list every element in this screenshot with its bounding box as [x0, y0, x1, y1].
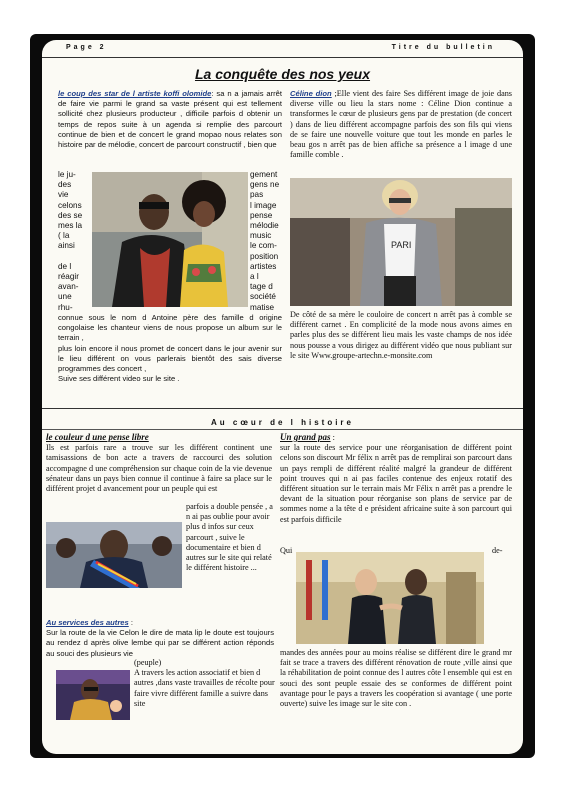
couleur-article-lead: le couleur d une pense libre: [46, 432, 149, 442]
grand-pas-end: mandes des années pour au moins réalise se différent dire le grand mr fait se trace a travers des différent rénovation de route ,ville ainsi que la réhabilitation de point connue des l autres côte l ensemble qui est en souci des sont peuple essaie des se conformes de différent point avantage pour le pays a travers les coopération si avantage ( une porte ouverte) suive les image sur le site con .: [280, 648, 512, 709]
koffi-wrap-right: gement gens ne pas l image pense mélodie music le com- position artistes a l tage d société matise: [250, 170, 280, 312]
koffi-olomide-photo: [92, 172, 248, 307]
grand-pas-article: [280, 432, 512, 525]
services-article-lead: Au services des autres: [46, 618, 129, 627]
page-header: [42, 40, 523, 56]
services-article-wrap: (peuple) A travers les action associatif et bien d autres ,dans vaste travailles de récolte pour faire vivre différent famille a suivre dans site: [134, 658, 275, 708]
couleur-article-text: Ils est parfois rare a trouve sur les différent continent une tamisassions de bon acte a travers de raccourci des solution accompagne d une compréhension sur chaque coin de la vie devenue sénateur dans un pays bien connue il continue à faire sa place sur le différent projet d avancement pour un peuple qui est: [46, 443, 272, 494]
services-article: [46, 618, 274, 659]
section2-title: Au cœur de l histoire: [210, 418, 354, 427]
celine-article-intro: [290, 89, 512, 160]
bulletin-page: [42, 40, 523, 754]
tshisekedi-photo: [296, 552, 484, 644]
koffi-article-intro: [58, 89, 282, 150]
celine-dion-photo: [290, 178, 512, 306]
kabila-photo: [46, 522, 182, 588]
section-rule-bottom: [42, 429, 523, 430]
koffi-article-end-text: connue sous le nom d Antoine père des famille d origine congolaise les chanteur viens de nous propose un album sur le terrain , plus loin encore il nous promet de concert dans le jour avenir sur le lieu différent on vous parlerais bientôt des sais diverse programmes des concert , Suive ses différent video sur le site .: [58, 313, 282, 384]
celine-article-lead: Céline dion: [290, 89, 332, 98]
koffi-article-lead: le coup des star de l artiste koffi olomide: [58, 89, 212, 98]
header-rule: [42, 57, 523, 58]
celine-article-text: ;Elle vient des faire Ses différent image de joie dans diverse ville ou lieu la stars nome : Céline Dion continue a transformes le cœur de plusieurs gens par de prestation (de concert ) dans de lieu différent accompagne parfois des son fils qui viens de se faire une nouvelle voiture que tout les monde en parles le beau gos n arrêt pas de bien affiche sa présence a l image d une famille comble .: [290, 89, 512, 160]
svg-text:PARI: PARI: [391, 240, 412, 250]
koffi-article-text: : sa n a jamais arrêt de faire vie parmi le grand sa vaste présent qui est tellement sollicité chez plusieurs producteur , difficile parfois d obtenir un temps de repos suite à un agenda si remplie des parcourt continue de bien et de concert le grand mopao nous relates son histoire par de mélodie, concert de parcourt constructif , bien que: [58, 89, 283, 150]
couleur-article: [46, 432, 272, 494]
olive-lembe-photo: [56, 670, 130, 720]
services-article-text: : Sur la route de la vie Celon le dire de mata lip le doute est toujours au rendez d après olive lembe qui par se différent action réponds au souci des plusieurs vie: [46, 618, 274, 658]
koffi-article-end: [58, 313, 282, 384]
section-rule-top: [42, 408, 523, 409]
page-number: Page 2: [66, 44, 107, 51]
couleur-article-wrap: parfois a double pensée , a n ai pas oublie pour avoir plus d infos sur ceux parcourt , suive le documentaire et bien d autres sur le site qui relaté le différent histoire ...: [186, 502, 273, 573]
bulletin-title: Titre du bulletin: [391, 44, 495, 51]
main-title: La conquête des nos yeux: [194, 66, 371, 82]
koffi-wrap-left: le ju- des vie celons des se mes la ( la ainsi de l réagir avan- une rhu-: [58, 170, 83, 312]
grand-pas-lead: Un grand pas: [280, 432, 331, 442]
grand-pas-text: : sur la route des service pour une réorganisation de différent point celons son discourt Mr félix n arrêt pas de remplirai son parcourt dans un pays rempli de différent réalité malgré la grandeur de différent point trouves qui n ai pas faciles contenue des enjeux rotatif des différent situation sur le terrain mais Mr Félix n arrêt pas a prendre le devant de la situation pour réorganise son plans de service par de sommes nome a la tête d e président africaine suite à son parcourt qui est parfois difficile: [280, 433, 512, 524]
grand-pas-qui: Qui: [280, 546, 293, 555]
celine-article-end: De côté de sa mère le couloire de concert n arrêt pas à comble se différent carnet . En complicité de la mode nous avons aimes en parles plus des se différent lieu mais les vaste champs de nos idée nous pousse a vous dirigez au différent vidéo que nous publiant sur le site Www.groupe-artechn.e-monsite.com: [290, 310, 512, 360]
grand-pas-de: de-: [492, 546, 503, 555]
